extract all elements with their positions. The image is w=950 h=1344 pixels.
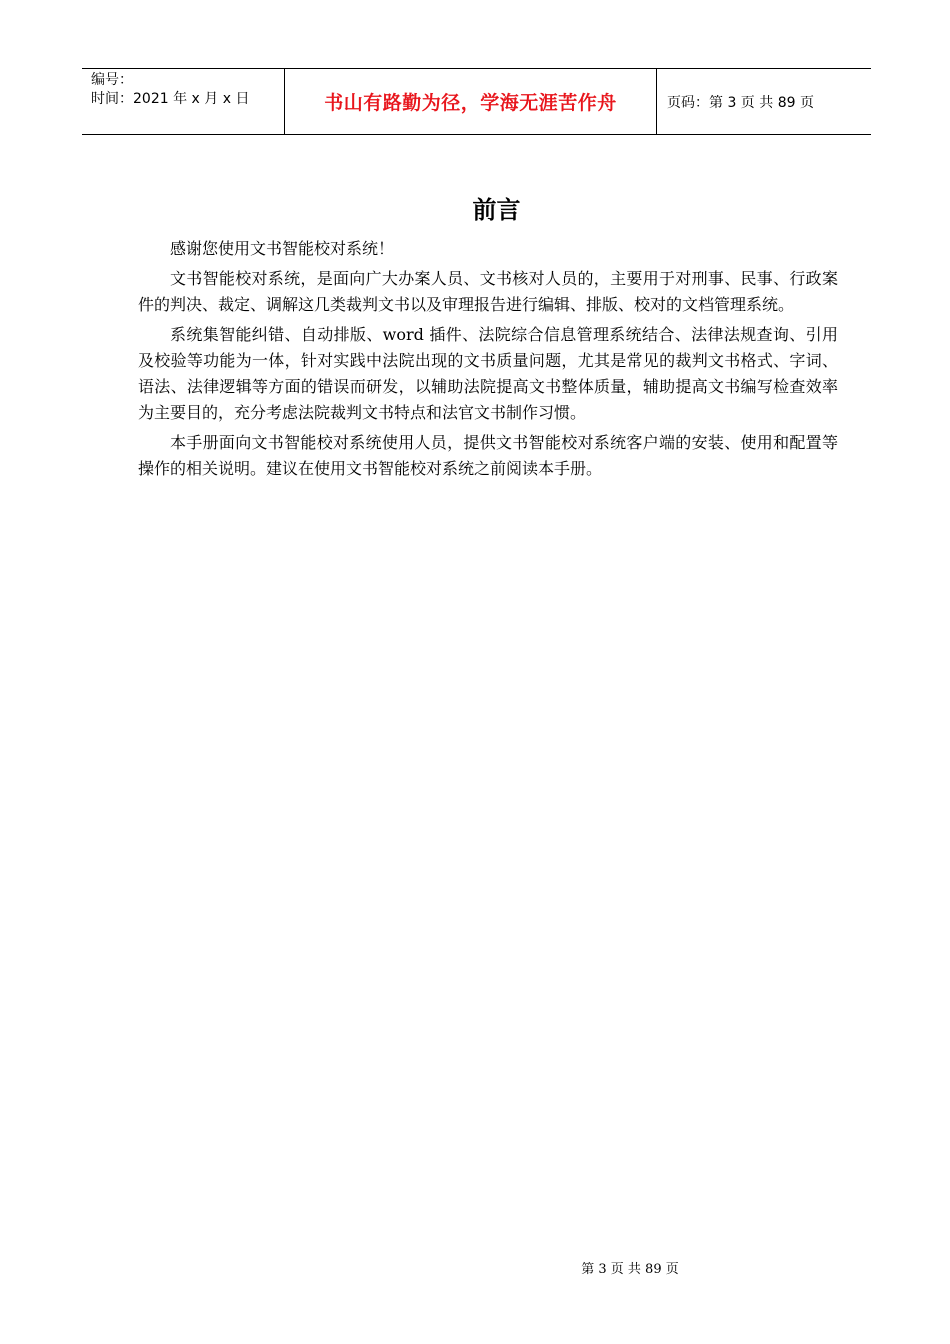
document-number: 编号： <box>91 72 133 88</box>
paragraph: 文书智能校对系统，是面向广大办案人员、文书核对人员的，主要用于对刑事、民事、行政案件的判决、裁定、调解这几类裁判文书以及审理报告进行编辑、排版、校对的文档管理系统。 <box>138 269 838 314</box>
header-motto: 书山有路勤为径，学海无涯苦作舟 <box>324 92 617 114</box>
page-footer: 第 3 页 共 89 页 <box>581 1262 679 1277</box>
paragraph: 本手册面向文书智能校对系统使用人员，提供文书智能校对系统客户端的安装、使用和配置等操作的相关说明。建议在使用文书智能校对系统之前阅读本手册。 <box>138 433 838 478</box>
page-header <box>82 68 871 135</box>
header-motto-cell <box>284 69 657 134</box>
paragraph: 系统集智能纠错、自动排版、word 插件、法院综合信息管理系统结合、法律法规查询、引用及校验等功能为一体，针对实践中法院出现的文书质量问题，尤其是常见的裁判文书格式、字词、语法、法律逻辑等方面的错误而研发，以辅助法院提高文书整体质量，辅助提高文书编写检查效率为主要目的，充分考虑法院裁判文书特点和法官文书制作习惯。 <box>138 325 838 422</box>
document-time: 时间：2021 年 x 月 x 日 <box>91 91 250 107</box>
header-page-cell <box>657 69 871 134</box>
header-page-number: 页码：第 3 页 共 89 页 <box>667 94 814 111</box>
paragraph: 感谢您使用文书智能校对系统！ <box>170 239 395 258</box>
page-title: 前言 <box>472 196 521 224</box>
header-meta <box>82 69 284 134</box>
document-body <box>138 236 838 486</box>
